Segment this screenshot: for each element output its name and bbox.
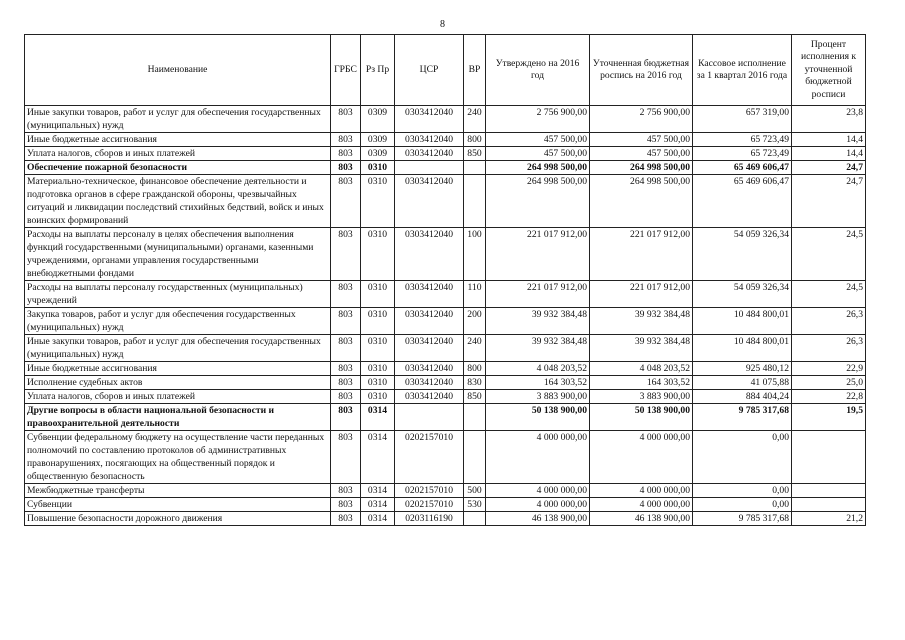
cell-name: Расходы на выплаты персоналу в целях обеспечения выполнения функций государственными (муниципальными) органами, казенными учреждениями, органами управления государственными внебюджетными фондами — [25, 228, 331, 281]
cell-approved: 164 303,52 — [486, 376, 590, 390]
cell-cash: 0,00 — [693, 484, 792, 498]
cell-name: Иные бюджетные ассигнования — [25, 362, 331, 376]
cell-approved: 39 932 384,48 — [486, 308, 590, 335]
cell-cash: 54 059 326,34 — [693, 228, 792, 281]
cell-grbs: 803 — [331, 431, 361, 484]
table-row — [25, 484, 866, 498]
cell-percent: 21,2 — [792, 512, 866, 526]
cell-csr: 0303412040 — [395, 147, 464, 161]
cell-cash: 41 075,88 — [693, 376, 792, 390]
table-row — [25, 512, 866, 526]
cell-name: Другие вопросы в области национальной безопасности и правоохранительной деятельности — [25, 404, 331, 431]
table-row — [25, 390, 866, 404]
cell-refined: 4 000 000,00 — [590, 484, 693, 498]
cell-name: Материально-техническое, финансовое обеспечение деятельности и подготовка органов в сфере гражданской обороны, чрезвычайных ситуаций и ликвидации последствий стихийных бедствий, войск и иных воинских формирований — [25, 175, 331, 228]
cell-csr: 0303412040 — [395, 362, 464, 376]
cell-grbs: 803 — [331, 308, 361, 335]
cell-name: Субвенции — [25, 498, 331, 512]
cell-grbs: 803 — [331, 161, 361, 175]
table-row — [25, 335, 866, 362]
cell-vr: 850 — [464, 390, 486, 404]
header-grbs: ГРБС — [331, 35, 361, 106]
cell-approved: 457 500,00 — [486, 133, 590, 147]
cell-percent: 14,4 — [792, 147, 866, 161]
cell-approved: 2 756 900,00 — [486, 106, 590, 133]
cell-percent: 23,8 — [792, 106, 866, 133]
table-header-row — [25, 35, 866, 106]
cell-vr: 240 — [464, 106, 486, 133]
cell-name: Обеспечение пожарной безопасности — [25, 161, 331, 175]
cell-grbs: 803 — [331, 106, 361, 133]
cell-rzpr: 0309 — [361, 106, 395, 133]
cell-refined: 264 998 500,00 — [590, 175, 693, 228]
cell-rzpr: 0310 — [361, 228, 395, 281]
cell-name: Межбюджетные трансферты — [25, 484, 331, 498]
cell-csr: 0303412040 — [395, 228, 464, 281]
cell-refined: 50 138 900,00 — [590, 404, 693, 431]
header-percent: Процент исполнения к уточненной бюджетной росписи — [792, 35, 866, 106]
cell-vr — [464, 175, 486, 228]
cell-refined: 221 017 912,00 — [590, 228, 693, 281]
table-row — [25, 133, 866, 147]
cell-cash: 54 059 326,34 — [693, 281, 792, 308]
table-row — [25, 175, 866, 228]
cell-rzpr: 0310 — [361, 308, 395, 335]
cell-percent: 24,5 — [792, 281, 866, 308]
cell-vr: 530 — [464, 498, 486, 512]
cell-percent: 26,3 — [792, 308, 866, 335]
cell-percent: 14,4 — [792, 133, 866, 147]
cell-refined: 457 500,00 — [590, 133, 693, 147]
cell-refined: 264 998 500,00 — [590, 161, 693, 175]
page-number: 8 — [440, 19, 445, 30]
cell-approved: 46 138 900,00 — [486, 512, 590, 526]
cell-cash: 0,00 — [693, 498, 792, 512]
table-row — [25, 147, 866, 161]
cell-name: Уплата налогов, сборов и иных платежей — [25, 147, 331, 161]
cell-percent: 22,8 — [792, 390, 866, 404]
cell-vr: 100 — [464, 228, 486, 281]
cell-rzpr: 0310 — [361, 362, 395, 376]
cell-percent — [792, 484, 866, 498]
cell-csr: 0303412040 — [395, 335, 464, 362]
cell-approved: 3 883 900,00 — [486, 390, 590, 404]
cell-vr — [464, 404, 486, 431]
cell-grbs: 803 — [331, 484, 361, 498]
cell-name: Иные закупки товаров, работ и услуг для обеспечения государственных (муниципальных) нужд — [25, 106, 331, 133]
cell-grbs: 803 — [331, 512, 361, 526]
table-row — [25, 404, 866, 431]
table-body — [25, 106, 866, 526]
cell-refined: 4 000 000,00 — [590, 498, 693, 512]
cell-vr — [464, 512, 486, 526]
cell-name: Закупка товаров, работ и услуг для обеспечения государственных (муниципальных) нужд — [25, 308, 331, 335]
header-rzpr: Рз Пр — [361, 35, 395, 106]
cell-approved: 39 932 384,48 — [486, 335, 590, 362]
cell-approved: 221 017 912,00 — [486, 228, 590, 281]
cell-cash: 65 723,49 — [693, 133, 792, 147]
cell-grbs: 803 — [331, 390, 361, 404]
cell-rzpr: 0309 — [361, 147, 395, 161]
cell-vr: 800 — [464, 362, 486, 376]
table-row — [25, 308, 866, 335]
cell-cash: 65 723,49 — [693, 147, 792, 161]
header-cash: Кассовое исполнение за 1 квартал 2016 года — [693, 35, 792, 106]
cell-csr — [395, 161, 464, 175]
cell-rzpr: 0314 — [361, 498, 395, 512]
table-row — [25, 161, 866, 175]
cell-grbs: 803 — [331, 362, 361, 376]
cell-percent: 19,5 — [792, 404, 866, 431]
cell-csr: 0303412040 — [395, 308, 464, 335]
cell-rzpr: 0310 — [361, 335, 395, 362]
cell-grbs: 803 — [331, 133, 361, 147]
cell-percent: 24,5 — [792, 228, 866, 281]
table-row — [25, 431, 866, 484]
cell-csr: 0303412040 — [395, 390, 464, 404]
header-csr: ЦСР — [395, 35, 464, 106]
cell-name: Расходы на выплаты персоналу государственных (муниципальных) учреждений — [25, 281, 331, 308]
cell-refined: 4 000 000,00 — [590, 431, 693, 484]
cell-rzpr: 0314 — [361, 431, 395, 484]
cell-approved: 457 500,00 — [486, 147, 590, 161]
cell-rzpr: 0310 — [361, 376, 395, 390]
cell-approved: 4 000 000,00 — [486, 431, 590, 484]
cell-approved: 50 138 900,00 — [486, 404, 590, 431]
cell-refined: 3 883 900,00 — [590, 390, 693, 404]
cell-name: Повышение безопасности дорожного движения — [25, 512, 331, 526]
cell-csr: 0303412040 — [395, 133, 464, 147]
table-row — [25, 228, 866, 281]
cell-vr — [464, 161, 486, 175]
cell-refined: 39 932 384,48 — [590, 308, 693, 335]
cell-percent: 24,7 — [792, 175, 866, 228]
cell-csr: 0303412040 — [395, 376, 464, 390]
cell-grbs: 803 — [331, 376, 361, 390]
cell-rzpr: 0310 — [361, 390, 395, 404]
cell-refined: 221 017 912,00 — [590, 281, 693, 308]
cell-name: Уплата налогов, сборов и иных платежей — [25, 390, 331, 404]
cell-vr: 200 — [464, 308, 486, 335]
table-row — [25, 281, 866, 308]
cell-refined: 46 138 900,00 — [590, 512, 693, 526]
cell-rzpr: 0310 — [361, 161, 395, 175]
header-vr: ВР — [464, 35, 486, 106]
cell-cash: 925 480,12 — [693, 362, 792, 376]
cell-csr: 0202157010 — [395, 484, 464, 498]
cell-rzpr: 0314 — [361, 512, 395, 526]
cell-csr: 0203116190 — [395, 512, 464, 526]
cell-csr: 0303412040 — [395, 106, 464, 133]
cell-percent: 26,3 — [792, 335, 866, 362]
cell-cash: 9 785 317,68 — [693, 404, 792, 431]
cell-approved: 4 000 000,00 — [486, 484, 590, 498]
cell-grbs: 803 — [331, 281, 361, 308]
cell-vr: 240 — [464, 335, 486, 362]
cell-grbs: 803 — [331, 228, 361, 281]
cell-csr: 0303412040 — [395, 175, 464, 228]
cell-approved: 264 998 500,00 — [486, 161, 590, 175]
table-row — [25, 362, 866, 376]
cell-approved: 221 017 912,00 — [486, 281, 590, 308]
cell-grbs: 803 — [331, 175, 361, 228]
cell-refined: 164 303,52 — [590, 376, 693, 390]
cell-rzpr: 0314 — [361, 404, 395, 431]
cell-rzpr: 0310 — [361, 281, 395, 308]
cell-percent — [792, 498, 866, 512]
cell-approved: 264 998 500,00 — [486, 175, 590, 228]
cell-cash: 10 484 800,01 — [693, 308, 792, 335]
cell-cash: 10 484 800,01 — [693, 335, 792, 362]
cell-vr: 830 — [464, 376, 486, 390]
cell-vr: 500 — [464, 484, 486, 498]
cell-cash: 884 404,24 — [693, 390, 792, 404]
cell-refined: 457 500,00 — [590, 147, 693, 161]
budget-execution-table — [24, 34, 866, 526]
cell-refined: 39 932 384,48 — [590, 335, 693, 362]
cell-cash: 65 469 606,47 — [693, 161, 792, 175]
cell-rzpr: 0309 — [361, 133, 395, 147]
cell-cash: 9 785 317,68 — [693, 512, 792, 526]
table-row — [25, 498, 866, 512]
cell-grbs: 803 — [331, 404, 361, 431]
cell-approved: 4 000 000,00 — [486, 498, 590, 512]
cell-rzpr: 0314 — [361, 484, 395, 498]
cell-vr: 800 — [464, 133, 486, 147]
cell-name: Субвенции федеральному бюджету на осуществление части переданных полномочий по составлению протоколов об административных правонарушениях, посягающих на общественный порядок и общественную безопасность — [25, 431, 331, 484]
cell-name: Исполнение судебных актов — [25, 376, 331, 390]
cell-vr — [464, 431, 486, 484]
table-row — [25, 106, 866, 133]
cell-name: Иные бюджетные ассигнования — [25, 133, 331, 147]
cell-csr — [395, 404, 464, 431]
header-approved: Утверждено на 2016 год — [486, 35, 590, 106]
header-refined: Уточненная бюджетная роспись на 2016 год — [590, 35, 693, 106]
cell-refined: 2 756 900,00 — [590, 106, 693, 133]
cell-cash: 0,00 — [693, 431, 792, 484]
cell-approved: 4 048 203,52 — [486, 362, 590, 376]
cell-percent: 24,7 — [792, 161, 866, 175]
cell-rzpr: 0310 — [361, 175, 395, 228]
cell-grbs: 803 — [331, 335, 361, 362]
cell-grbs: 803 — [331, 147, 361, 161]
cell-percent: 25,0 — [792, 376, 866, 390]
cell-csr: 0202157010 — [395, 431, 464, 484]
cell-vr: 850 — [464, 147, 486, 161]
table-row — [25, 376, 866, 390]
cell-percent: 22,9 — [792, 362, 866, 376]
cell-percent — [792, 431, 866, 484]
cell-cash: 657 319,00 — [693, 106, 792, 133]
cell-grbs: 803 — [331, 498, 361, 512]
header-name: Наименование — [25, 35, 331, 106]
cell-refined: 4 048 203,52 — [590, 362, 693, 376]
cell-csr: 0303412040 — [395, 281, 464, 308]
cell-vr: 110 — [464, 281, 486, 308]
cell-cash: 65 469 606,47 — [693, 175, 792, 228]
cell-csr: 0202157010 — [395, 498, 464, 512]
cell-name: Иные закупки товаров, работ и услуг для обеспечения государственных (муниципальных) нужд — [25, 335, 331, 362]
